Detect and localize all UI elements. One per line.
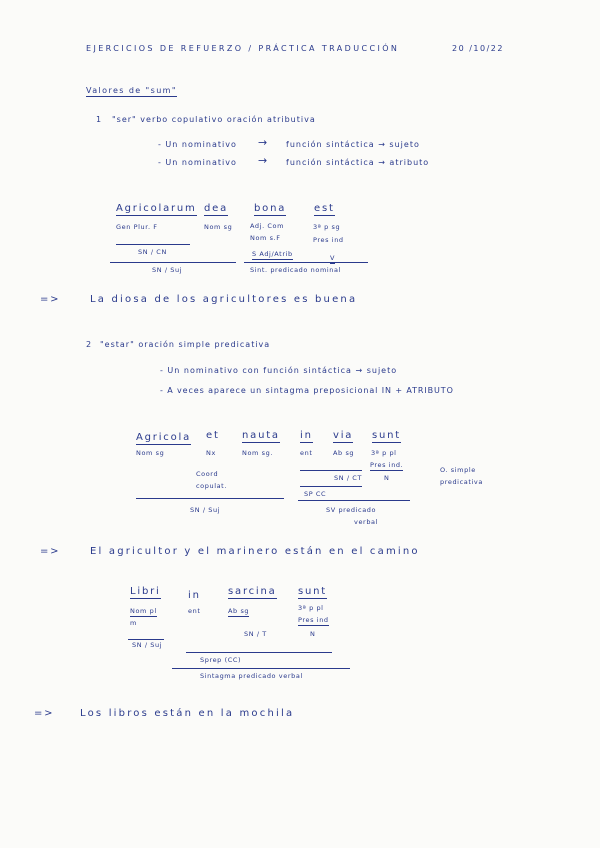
ex3-result-arrow: =>	[34, 708, 55, 719]
section-title: Valores de "sum"	[86, 86, 177, 95]
ex2-morph-6: 3ª p pl	[371, 449, 397, 457]
ex2-word-2: et	[206, 430, 220, 441]
ex1-rule2-left: - Un nominativo	[158, 158, 237, 167]
ex1-rule2-arrow: →	[258, 154, 268, 167]
ex1-morph-3b: Nom s.F	[250, 234, 281, 242]
ex2-morph-5: Ab sg	[333, 449, 355, 457]
ex2-sv-line	[298, 500, 410, 501]
ex2-coord: Coord	[196, 470, 219, 478]
ex3-sn-t: SN / T	[244, 630, 267, 638]
ex3-word-1: Libri	[130, 586, 161, 597]
ex3-morph-4: 3ª p pl	[298, 604, 324, 612]
ex1-rule1-right: función sintáctica → sujeto	[286, 140, 420, 149]
ex1-sn-cn: SN / CN	[138, 248, 167, 256]
ex1-adj-atrib: S Adj/Atrib	[252, 250, 293, 258]
ex2-title: "estar" oración simple predicativa	[100, 340, 271, 349]
ex1-title: "ser" verbo copulativo oración atributiva	[112, 115, 316, 124]
ex2-sv-predicado: SV predicado	[326, 506, 377, 514]
ex3-translation: Los libros están en la mochila	[80, 708, 295, 719]
document-date: 20 /10/22	[452, 44, 504, 53]
ex2-rule1: - Un nominativo con función sintáctica → sujeto	[160, 366, 398, 375]
ex2-word-3: nauta	[242, 430, 280, 441]
ex1-rule-line	[116, 244, 190, 245]
ex2-number: 2	[86, 340, 93, 349]
ex1-word-1: Agricolarum	[116, 203, 197, 214]
ex1-morph-3: Adj. Com	[250, 222, 285, 230]
ex1-translation: La diosa de los agricultores es buena	[90, 294, 358, 305]
ex1-rule2-right: función sintáctica → atributo	[286, 158, 430, 167]
ex2-sn-suj: SN / Suj	[190, 506, 221, 514]
ex2-sn-ct-line	[300, 470, 362, 471]
ex3-word-2: in	[188, 590, 201, 601]
ex3-morph-3: Ab sg	[228, 607, 250, 615]
ex1-word-4: est	[314, 203, 335, 214]
ex3-morph-2: ent	[188, 607, 201, 615]
ex2-pres-ind: Pres ind.	[370, 461, 404, 469]
ex1-number: 1	[96, 115, 103, 124]
ex1-v: V	[330, 254, 336, 262]
ex1-rule1-left: - Un nominativo	[158, 140, 237, 149]
ex2-o-simple: O. simple	[440, 466, 476, 474]
ex2-morph-4: ent	[300, 449, 313, 457]
ex3-morph-4b: Pres ind	[298, 616, 329, 624]
ex3-sn-suj: SN / Suj	[132, 641, 163, 649]
ex2-morph-3: Nom sg.	[242, 449, 274, 457]
ex1-morph-1: Gen Plur. F	[116, 223, 158, 231]
ex1-word-3: bona	[254, 203, 287, 214]
ex2-sv-verbal: verbal	[354, 518, 379, 526]
ex2-sn-ct: SN / CT	[334, 474, 363, 482]
ex1-pred-line	[244, 262, 368, 263]
ex3-pred-line	[172, 668, 350, 669]
ex3-pred: Sintagma predicado verbal	[200, 672, 303, 680]
ex1-rule1-arrow: →	[258, 136, 268, 149]
ex1-sn-line	[110, 262, 236, 263]
ex2-copulat: copulat.	[196, 482, 227, 490]
document-title: EJERCICIOS DE REFUERZO / PRÁCTICA TRADUCCIÓN	[86, 44, 400, 53]
ex2-sp-cc: SP CC	[304, 490, 327, 498]
ex1-word-2: dea	[204, 203, 229, 214]
ex2-rule2: - A veces aparece un sintagma preposicional IN + ATRIBUTO	[160, 386, 454, 395]
ex3-morph-1b: m	[130, 619, 137, 627]
ex3-word-3: sarcina	[228, 586, 277, 597]
ex3-word-4: sunt	[298, 586, 328, 597]
ex1-morph-4b: Pres ind	[313, 236, 344, 244]
ex3-n: N	[310, 630, 316, 638]
ex2-morph-1: Nom sg	[136, 449, 165, 457]
ex2-translation: El agricultor y el marinero están en el camino	[90, 546, 420, 557]
ex3-morph-1: Nom pl	[130, 607, 157, 615]
ex2-morph-2: Nx	[206, 449, 216, 457]
ex1-morph-4: 3ª p sg	[313, 223, 341, 231]
ex1-result-arrow: =>	[40, 294, 61, 305]
ex2-word-6: sunt	[372, 430, 402, 441]
ex2-sn-line	[136, 498, 284, 499]
ex2-n: N	[384, 474, 390, 482]
ex3-sprep: Sprep (CC)	[200, 656, 242, 664]
ex3-sn-line	[128, 639, 164, 640]
ex1-sn-suj: SN / Suj	[152, 266, 183, 274]
ex2-word-1: Agricola	[136, 432, 192, 443]
ex3-sprep-line	[186, 652, 332, 653]
ex2-word-5: via	[333, 430, 354, 441]
ex2-result-arrow: =>	[40, 546, 61, 557]
ex1-morph-2: Nom sg	[204, 223, 233, 231]
ex2-word-4: in	[300, 430, 313, 441]
ex1-sint-pred: Sint. predicado nominal	[250, 266, 341, 274]
ex2-predicativa: predicativa	[440, 478, 483, 486]
ex2-sp-line	[300, 486, 362, 487]
